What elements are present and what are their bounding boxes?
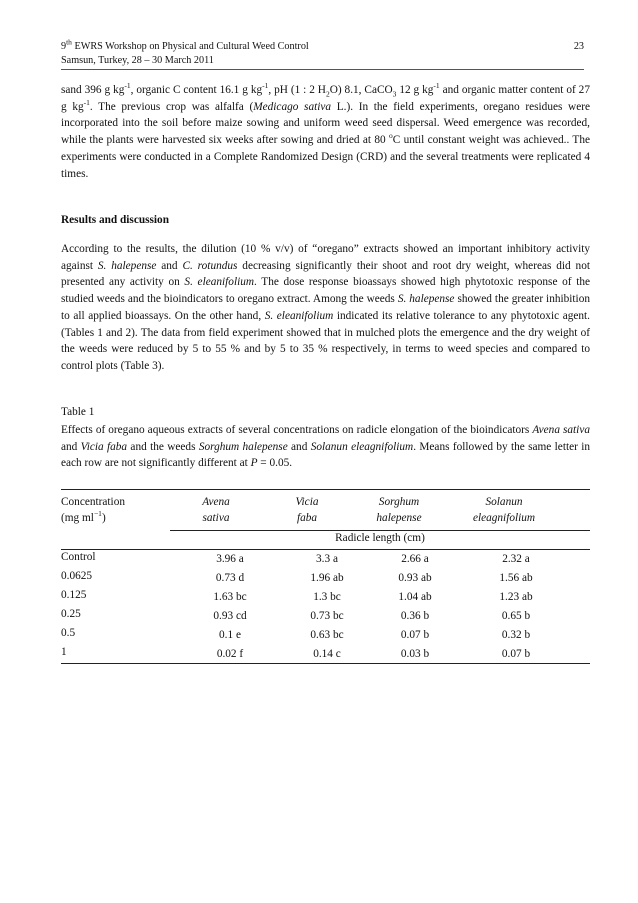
cell-sorghum: 0.93 ab bbox=[398, 572, 432, 584]
cell-avena: 0.93 cd bbox=[213, 610, 247, 622]
cell-solanun: 0.07 b bbox=[501, 648, 531, 660]
cell-vicia: 0.14 c bbox=[313, 648, 341, 660]
cell-sorghum: 1.04 ab bbox=[398, 591, 432, 603]
row-concentration: 0.0625 bbox=[61, 570, 93, 582]
cell-solanun: 0.65 b bbox=[501, 610, 531, 622]
cell-avena: 0.73 d bbox=[215, 572, 245, 584]
cell-solanun: 0.32 b bbox=[501, 629, 531, 641]
table-header-rule bbox=[61, 549, 590, 550]
table-row bbox=[61, 627, 590, 644]
table-bottom-rule bbox=[61, 663, 590, 664]
column-header-avena-sativa: Avena sativa bbox=[202, 496, 230, 524]
table-label: Table 1 bbox=[61, 406, 95, 418]
table-caption: Effects of oregano aqueous extracts of several concentrations on radicle elongation of the bioindicators Avena sativa and Vicia faba and the weeds Sorghum halepense and Solanun eleagnifolium. Means followed by the same letter in each row are not significantly different at P = 0.05. bbox=[61, 424, 590, 470]
page-number: 23 bbox=[573, 41, 584, 52]
results-paragraph: According to the results, the dilution (10 % v/v) of “oregano” extracts showed an important inhibitory activity against S. halepense and C. rotundus decreasing significantly their shoot and root dry weight, whereas did not presented any activity on S. eleanifolium. The dose response bioassays showed high phytotoxic response of the studied weeds and the bioindicators to oregano extract. Among the weeds S. halepense showed the greater inhibition to all applied bioassays. On the other hand, S. eleanifolium indicated its relative tolerance to any phytotoxic agent. (Tables 1 and 2). The data from field experiment showed that in mulched plots the emergence and the dry weight of the weeds were reduced by 5 to 55 % and by 5 to 35 % respectively, in terms to weed species and compared to control plots (Table 3). bbox=[61, 243, 590, 372]
table-row bbox=[61, 608, 590, 625]
section-heading: Results and discussion bbox=[61, 214, 169, 226]
column-header-sorghum-halepense: Sorghum halepense bbox=[376, 496, 422, 524]
header-title-text: EWRS Workshop on Physical and Cultural Weed Control bbox=[71, 41, 309, 52]
cell-avena: 0.02 f bbox=[216, 648, 244, 660]
table-row bbox=[61, 551, 590, 568]
header-venue: Samsun, Turkey, 28 – 30 March 2011 bbox=[61, 55, 214, 66]
cell-sorghum: 0.36 b bbox=[400, 610, 430, 622]
methods-paragraph: sand 396 g $kg^{-1}$, organic C content 16.1 g $kg^{-1}$, pH (1 : 2 $H_2O$) 8.1, CaCO$_3$ 12 g $kg^{-1}$ and organic matter content of 27 g $kg^{-1}$. The previous crop was alfalfa (Medicago sativa L.). In the field experiments, oregano residues were incorporated into the soil before maize sowing and uniform weed seed dispersal. Weed emergence was recorded, while the plants were harvested six weeks after sowing and dried at 80 $^o$C until constant weight was achieved.. The experiments were conducted in a Complete Randomized Design (CRD) and the several treatments were replicated 4 times. bbox=[61, 81, 590, 180]
cell-solanun: 1.23 ab bbox=[499, 591, 533, 603]
table-top-rule bbox=[61, 489, 590, 490]
cell-vicia: 3.3 a bbox=[316, 553, 338, 565]
cell-sorghum: 0.07 b bbox=[400, 629, 430, 641]
table-row bbox=[61, 570, 590, 587]
row-concentration: 0.125 bbox=[61, 589, 87, 601]
table-row bbox=[61, 589, 590, 606]
table-row bbox=[61, 646, 590, 663]
cell-avena: 1.63 bc bbox=[213, 591, 247, 603]
table-subheader-rule bbox=[170, 530, 590, 531]
cell-vicia: 1.3 bc bbox=[313, 591, 341, 603]
cell-avena: 3.96 a bbox=[216, 553, 244, 565]
cell-solanun: 2.32 a bbox=[502, 553, 530, 565]
cell-vicia: 0.73 bc bbox=[310, 610, 344, 622]
table-subheader: Radicle length (cm) bbox=[335, 532, 425, 544]
cell-avena: 0.1 e bbox=[219, 629, 241, 641]
row-concentration: 0.25 bbox=[61, 608, 81, 620]
header-divider bbox=[61, 69, 584, 70]
header-ordinal-suffix: th bbox=[66, 37, 72, 47]
cell-solanun: 1.56 ab bbox=[499, 572, 533, 584]
row-concentration: 1 bbox=[61, 646, 67, 658]
running-header bbox=[61, 37, 584, 68]
column-header-solanun-eleagnifolium: Solanun eleagnifolium bbox=[472, 496, 536, 524]
header-workshop-title bbox=[61, 37, 584, 54]
cell-vicia: 1.96 ab bbox=[310, 572, 344, 584]
column-header-concentration: Concentration (mg $ml^{-1}$) bbox=[61, 496, 125, 524]
column-header-vicia-faba: Vicia faba bbox=[295, 496, 319, 524]
row-concentration: Control bbox=[61, 551, 96, 563]
row-concentration: 0.5 bbox=[61, 627, 76, 639]
header-ordinal: 9 bbox=[61, 41, 67, 52]
cell-vicia: 0.63 bc bbox=[310, 629, 344, 641]
cell-sorghum: 2.66 a bbox=[401, 553, 429, 565]
cell-sorghum: 0.03 b bbox=[400, 648, 430, 660]
